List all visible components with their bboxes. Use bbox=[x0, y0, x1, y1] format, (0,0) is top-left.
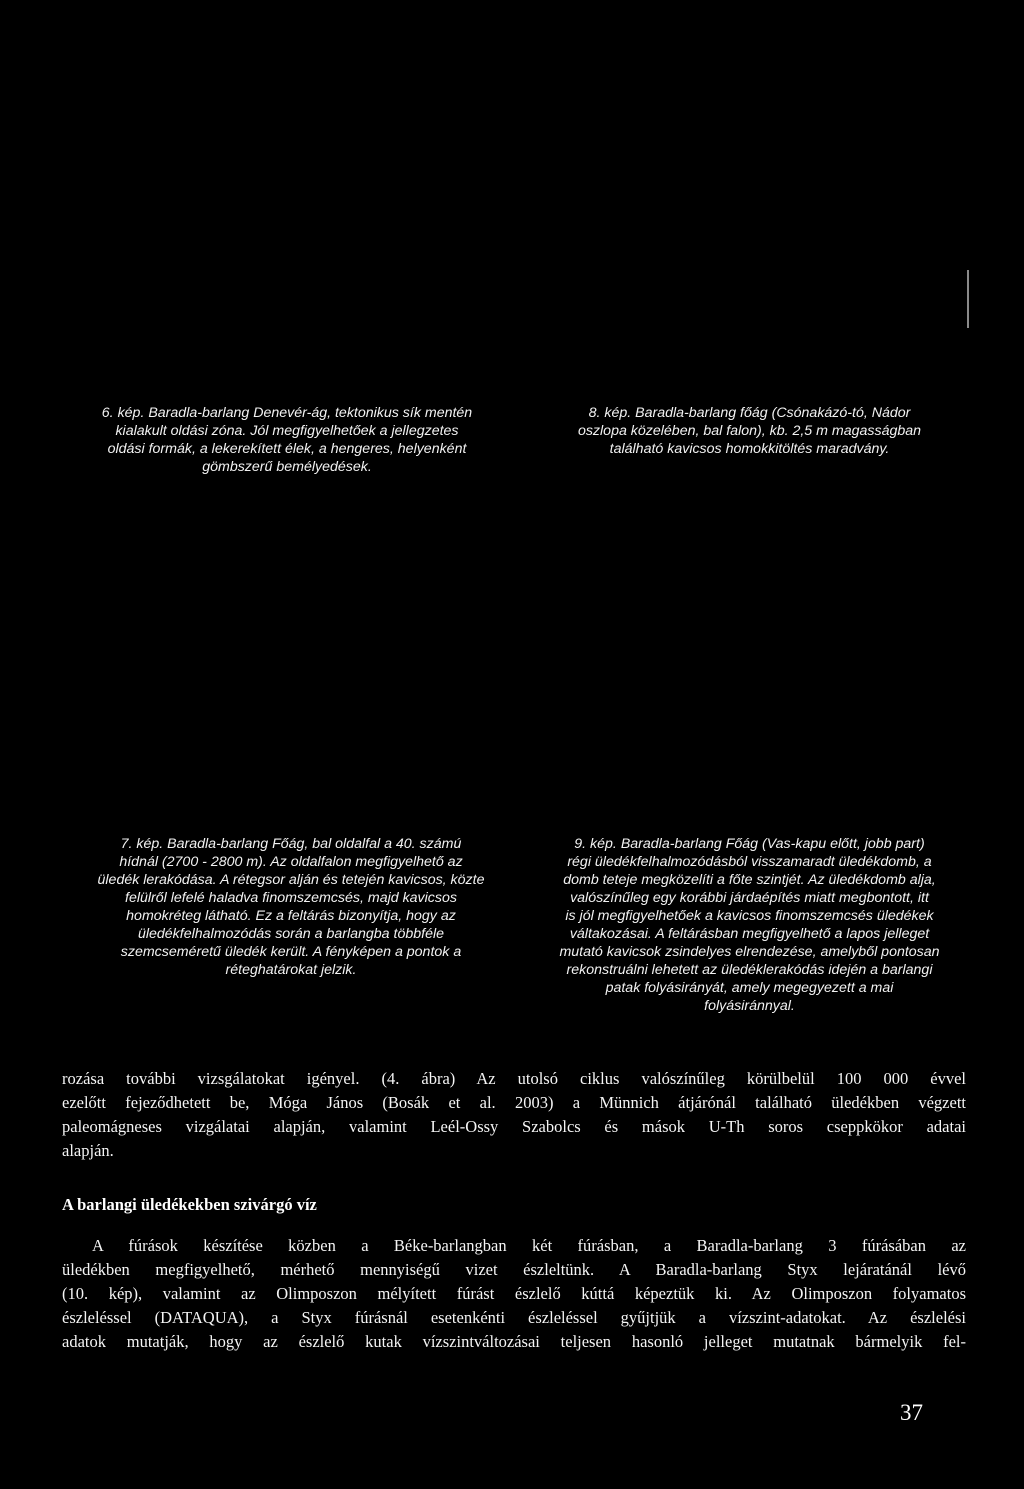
paragraph-line: alapján. bbox=[62, 1141, 114, 1160]
body-paragraph-2 bbox=[62, 1234, 966, 1354]
caption-line: rekonstruálni lehetett az üledéklerakódás idején a barlangi bbox=[566, 962, 933, 978]
caption-line: mutató kavicsok zsindelyes elrendezése, amelyből pontosan bbox=[559, 944, 940, 960]
caption-line: folyásiránnyal. bbox=[704, 998, 795, 1014]
caption-line: 8. kép. Baradla-barlang főág (Csónakázó-tó, Nádor bbox=[588, 405, 911, 421]
caption-line: oldási formák, a lekerekített élek, a hengeres, helyenként bbox=[107, 441, 467, 457]
paragraph-line: A fúrások készítése közben a Béke-barlangban két fúrásban, a Baradla-barlang 3 fúrásában az bbox=[92, 1236, 966, 1255]
caption-line: hídnál (2700 - 2800 m). Az oldalfalon megfigyelhető az bbox=[119, 854, 463, 870]
caption-line: domb teteje megközelíti a főte szintjét. Az üledékdomb alja, bbox=[563, 872, 936, 888]
caption-line: kialakult oldási zóna. Jól megfigyelhetőek a jellegzetes bbox=[115, 423, 459, 439]
paragraph-line: észleléssel (DATAQUA), a Styx fúrásnál esetenkénti észleléssel gyűjtjük a vízszint-adatokat. Az észlelési bbox=[62, 1308, 966, 1327]
caption-photo-9 bbox=[533, 835, 966, 1015]
paragraph-line: (10. kép), valamint az Olimposzon mélyített fúrást észlelő kúttá képeztük ki. Az Olimposzon folyamatos bbox=[62, 1284, 966, 1303]
caption-line: szemcseméretű üledék került. A fényképen a pontok a bbox=[120, 944, 462, 960]
caption-photo-7 bbox=[64, 835, 518, 979]
caption-line: oszlopa közelében, bal falon), kb. 2,5 m magasságban bbox=[577, 423, 922, 439]
caption-line: üledék lerakódása. A rétegsor alján és tetején kavicsos, közte bbox=[97, 872, 485, 888]
paragraph-line: paleomágneses vizgálatai alapján, valamint Leél-Ossy Szabolcs és mások U-Th soros cseppkökor adatai bbox=[62, 1117, 966, 1136]
caption-line: 9. kép. Baradla-barlang Főág (Vas-kapu előtt, jobb part) bbox=[574, 836, 925, 852]
caption-line: váltakozásai. A feltárásban megfigyelhető a lapos jelleget bbox=[569, 926, 930, 942]
caption-line: réteghatárokat jelzik. bbox=[225, 962, 357, 978]
caption-line: is jól megfigyelhetőek a kavicsos finomszemcsés üledékek bbox=[565, 908, 934, 924]
caption-line: valószínűleg egy korábbi járdaépítés miatt megbontott, itt bbox=[570, 890, 929, 906]
caption-line: 6. kép. Baradla-barlang Denevér-ág, tektonikus sík mentén bbox=[101, 405, 473, 421]
section-heading: A barlangi üledékekben szivárgó víz bbox=[62, 1195, 317, 1214]
caption-line: található kavicsos homokkitöltés maradvány. bbox=[609, 441, 890, 457]
caption-photo-8 bbox=[533, 404, 966, 458]
caption-photo-6 bbox=[62, 404, 512, 476]
caption-line: gömbszerű bemélyedések. bbox=[202, 459, 372, 475]
paragraph-line: üledékben megfigyelhető, mérhető mennyiségű vizet észleltünk. A Baradla-barlang Styx lejáratánál lévő bbox=[62, 1260, 966, 1279]
caption-line: homokréteg látható. Ez a feltárás bizonyítja, hogy az bbox=[126, 908, 456, 924]
body-paragraph-1 bbox=[62, 1067, 966, 1163]
caption-line: régi üledékfelhalmozódásból visszamaradt üledékdomb, a bbox=[567, 854, 932, 870]
caption-line: 7. kép. Baradla-barlang Főág, bal oldalfal a 40. számú bbox=[120, 836, 462, 852]
caption-line: patak folyásirányát, amely megegyezett a mai bbox=[605, 980, 894, 996]
caption-line: felülről lefelé haladva finomszemcsés, majd kavicsos bbox=[125, 890, 457, 906]
page-number: 37 bbox=[900, 1400, 923, 1425]
paragraph-line: adatok mutatják, hogy az észlelő kutak vízszintváltozásai teljesen hasonló jelleget mutatnak bármelyik fel- bbox=[62, 1332, 966, 1351]
paragraph-line: ezelőtt fejeződhetett be, Móga János (Bosák et al. 2003) a Münnich átjárónál található üledékben végzett bbox=[62, 1093, 966, 1112]
paragraph-line: rozása további vizsgálatokat igényel. (4. ábra) Az utolsó ciklus valószínűleg körülbelül 100 000 évvel bbox=[62, 1069, 966, 1088]
scan-edge-mark bbox=[967, 270, 969, 328]
caption-line: üledékfelhalmozódás során a barlangba többféle bbox=[137, 926, 445, 942]
